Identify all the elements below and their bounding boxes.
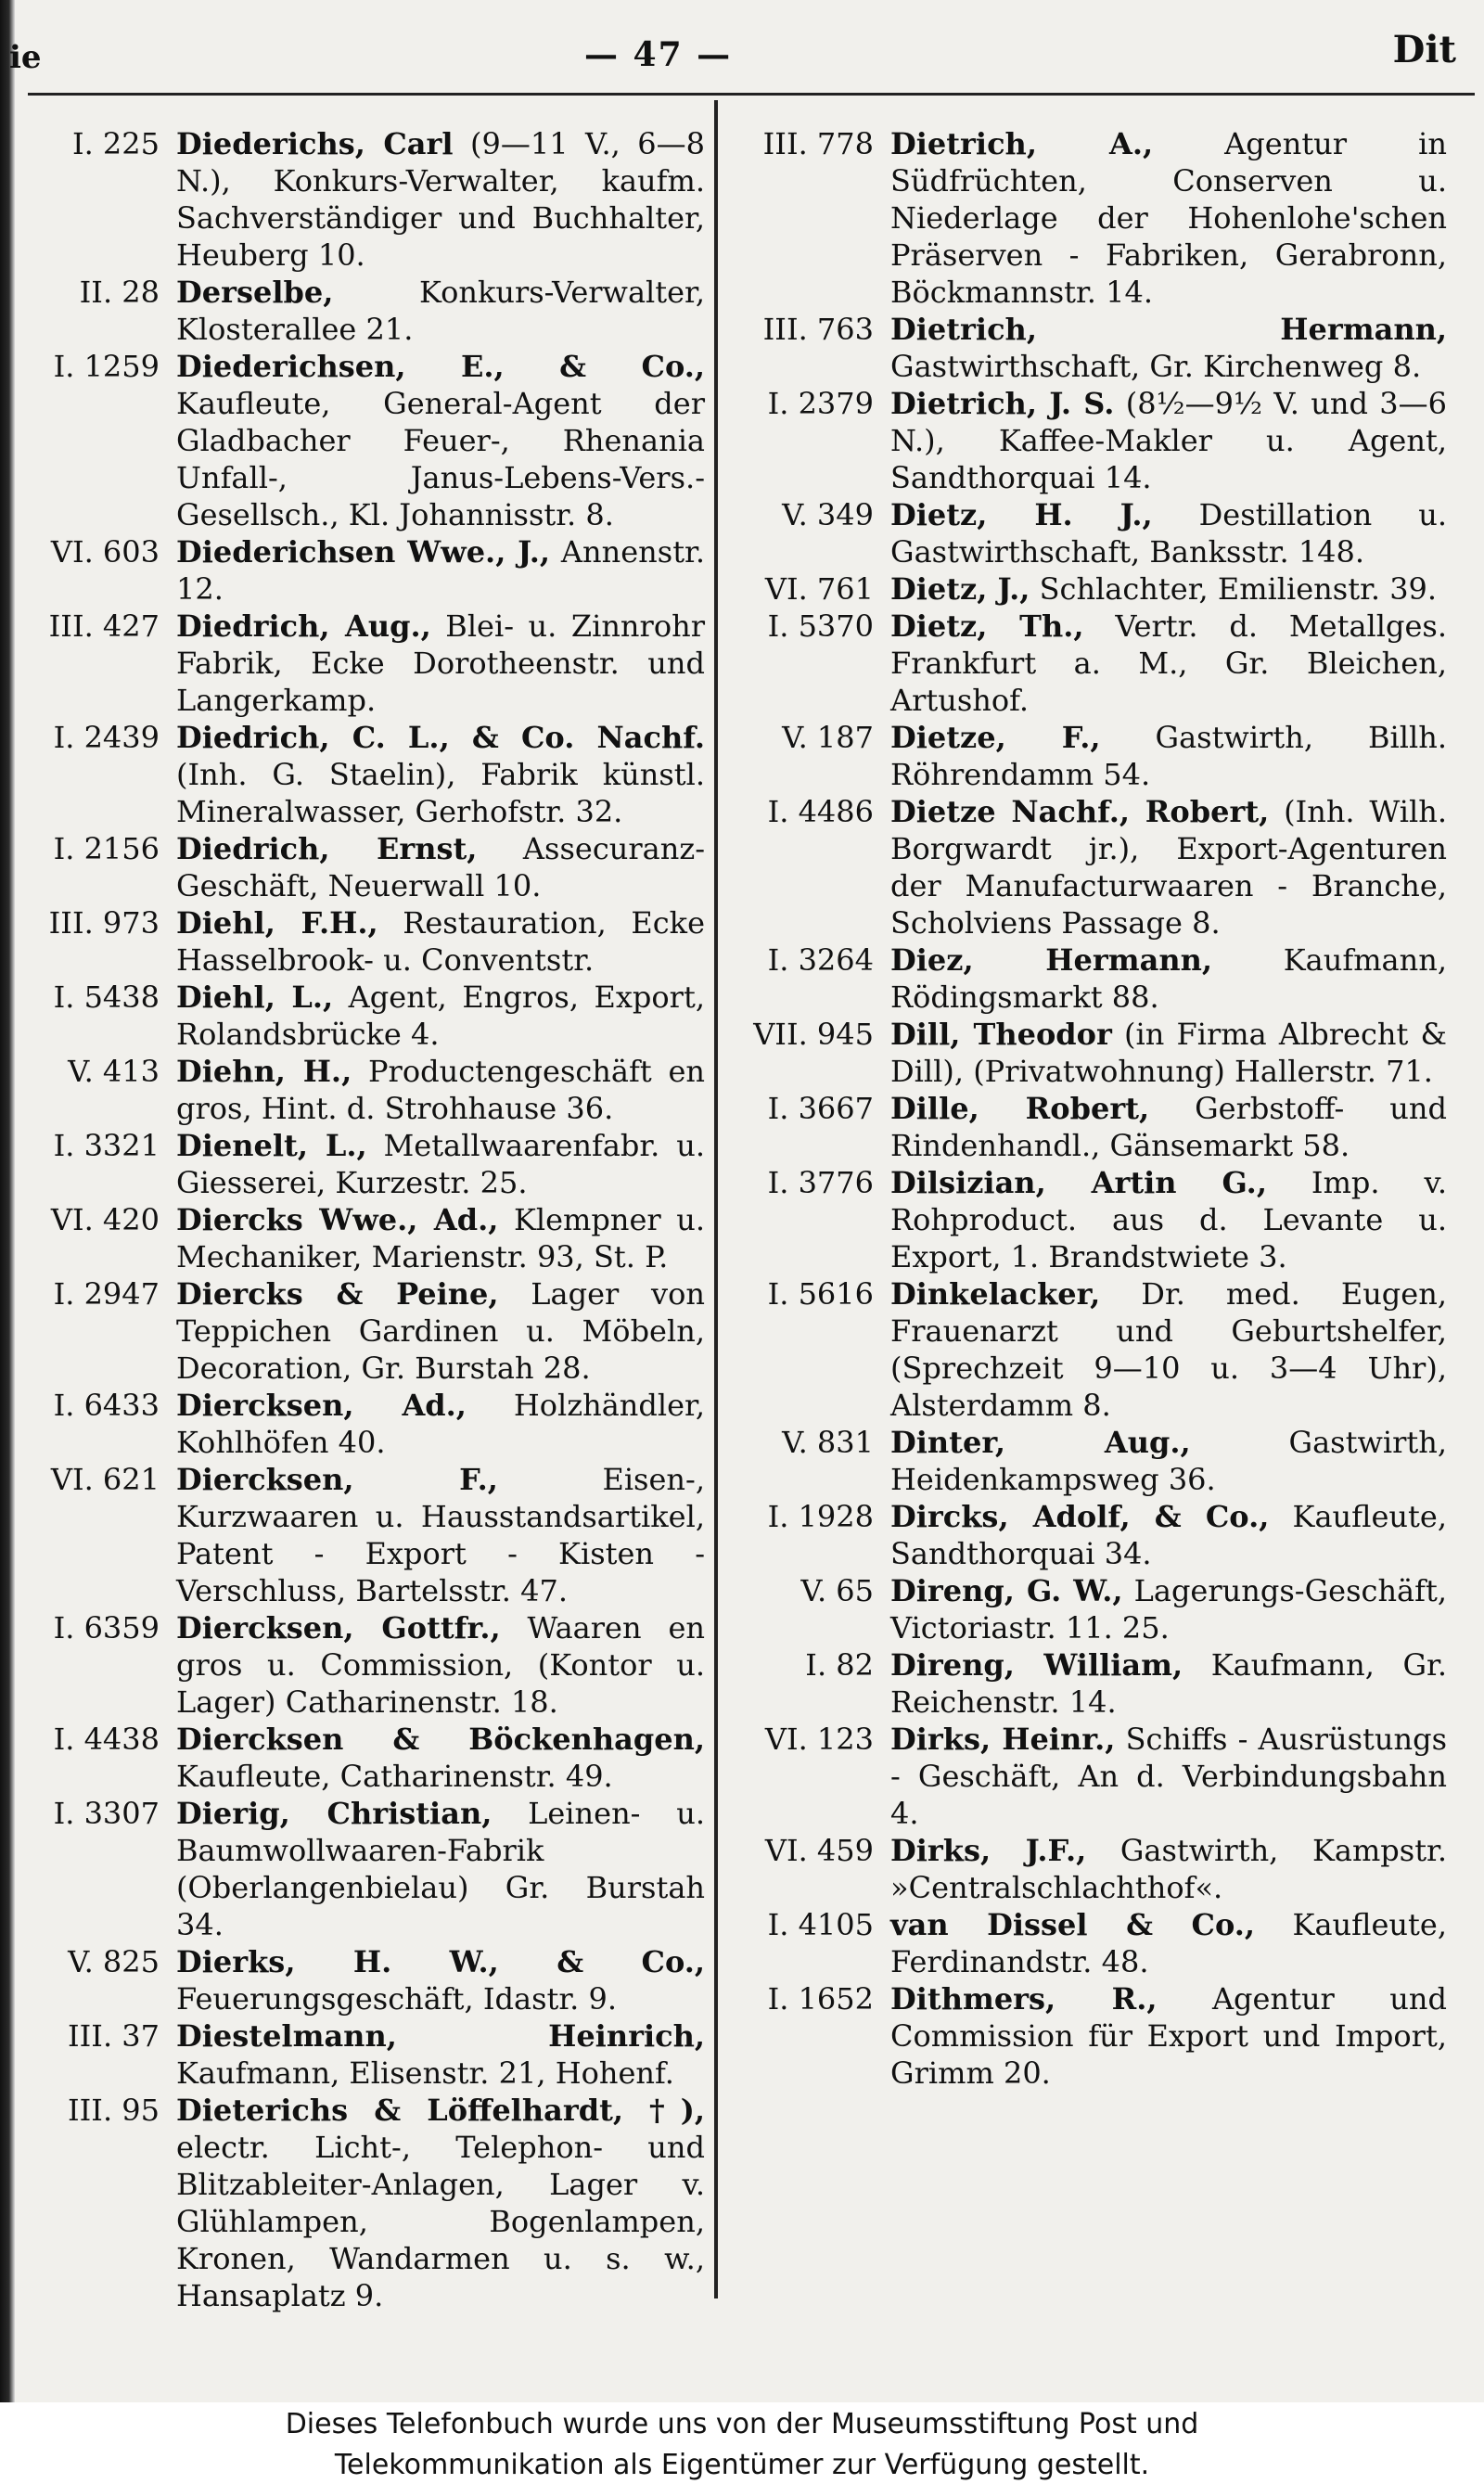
phone-number: I. 3307 [53,1796,160,1831]
phone-number: I. 2379 [767,386,874,421]
directory-entry [19,1943,705,2017]
phone-number: II. 28 [79,275,160,310]
entry-name: Derselbe, [176,275,334,310]
phone-number: I. 3321 [53,1128,160,1163]
entry-body [890,385,1447,496]
entry-name: Dietze Nachf., Robert, [890,794,1270,829]
entry-body [890,1832,1447,1906]
page-edge [0,0,15,2402]
entry-name: Dierig, Christian, [176,1796,493,1831]
entry-name: Dirks, J.F., [890,1833,1087,1868]
entry-name: Diederichsen Wwe., J., [176,534,551,570]
entry-details: Metallwaarenfabr. u. Giesserei, Kurzestr. 25. [176,1128,706,1200]
entry-body [176,1795,705,1943]
page-number: — 47 — [584,35,733,74]
phone-number: VII. 945 [753,1017,874,1052]
entry-details: Kaufleute, Ferdinandstr. 48. [890,1907,1448,1979]
phone-number: III. 778 [762,126,874,161]
entry-details: Vertr. d. Metallges. Frankfurt a. M., Gr. Bleichen, Artushof. [890,608,1447,718]
entry-details: Gerbstoff- und Rindenhandl., Gänsemarkt 58. [890,1091,1448,1163]
phone-number: I. 3264 [767,942,874,978]
entry-body [176,274,705,348]
directory-entry [19,904,705,979]
entry-details: Destillation u. Gastwirthschaft, Banksstr. 148. [890,497,1448,570]
entry-details: Gastwirth, Billh. Röhrendamm 54. [890,720,1447,792]
entry-name: Dietrich, J. S. [890,386,1115,421]
phone-number: III. 763 [762,312,874,347]
phone-number: I. 1928 [767,1499,874,1534]
directory-entry [19,1053,705,1127]
entry-name: Dinkelacker, [890,1276,1101,1312]
entry-name: Dieterichs & Löffelhardt, †), [176,2093,705,2128]
phone-number: VI. 603 [50,534,160,570]
phone-number: I. 1259 [53,349,160,384]
phone-number: VI. 621 [50,1462,160,1497]
phone-number: V. 187 [782,720,874,755]
entry-name: Diercks & Peine, [176,1276,499,1312]
phone-number: I. 225 [71,126,160,161]
directory-entry [19,2017,705,2092]
entry-details: Kaufleute, General-Agent der Gladbacher Feuer-, Rhenania Unfall-, Janus-Lebens-Vers.-Gesellsch., Kl. Johannisstr. 8. [176,386,705,532]
directory-entry [714,1572,1447,1646]
directory-entry [19,1795,705,1943]
entry-name: Dircks, Adolf, & Co., [890,1499,1270,1534]
directory-entry [19,979,705,1053]
directory-entry [714,1090,1447,1164]
entry-body [890,1164,1447,1275]
directory-entry [714,311,1447,385]
directory-entry [714,941,1447,1016]
entry-name: Diercksen, Gottfr., [176,1610,501,1645]
phone-number: I. 82 [805,1647,874,1683]
entry-body [890,1424,1447,1498]
entry-details: Assecuranz-Geschäft, Neuerwall 10. [176,831,706,903]
entry-details: Feuerungsgeschäft, Idastr. 9. [176,1981,617,2017]
entry-body [176,1053,705,1127]
phone-number: V. 413 [68,1054,160,1089]
entry-body [890,608,1447,719]
entry-name: Diercksen & Böckenhagen, [176,1722,705,1757]
phone-number: I. 5438 [53,980,160,1015]
entry-details: electr. Licht-, Telephon- und Blitzableiter-Anlagen, Lager v. Glühlampen, Bogenlampen, Kronen, Wandarmen u. s. w., Hansaplatz 9. [176,2130,705,2313]
phone-number: I. 4105 [767,1907,874,1942]
entry-body [890,311,1447,385]
entry-body [890,793,1447,941]
entry-name: Diehn, H., [176,1054,352,1089]
footer-note [0,2402,1484,2482]
entry-name: Diehl, F.H., [176,905,378,941]
entry-body [176,2092,705,2314]
entry-details: Productengeschäft en gros, Hint. d. Strohhause 36. [176,1054,706,1126]
entry-details: Kaufmann, Gr. Reichenstr. 14. [890,1647,1448,1720]
entry-name: Diehl, L., [176,980,334,1015]
entry-details: Eisen-, Kurzwaaren u. Hausstandsartikel, Patent - Export - Kisten - Verschluss, Bartelsstr. 47. [176,1462,706,1608]
directory-entry [714,1832,1447,1906]
entry-name: Diercks Wwe., Ad., [176,1202,499,1237]
entry-details: Agentur und Commission für Export und Import, Grimm 20. [890,1981,1447,2091]
entry-details: Holzhändler, Kohlhöfen 40. [176,1388,705,1460]
entry-body [890,1572,1447,1646]
directory-entry [714,719,1447,793]
entry-body [890,1721,1447,1832]
entry-details: Restauration, Ecke Hasselbrook- u. Conventstr. [176,905,705,978]
entry-body [890,1498,1447,1572]
directory-entry [19,1387,705,1461]
entry-body [176,1461,705,1609]
phone-number: V. 65 [800,1573,874,1608]
entry-details: Kaufleute, Catharinenstr. 49. [176,1759,613,1794]
directory-entry [19,1609,705,1721]
entry-body [176,1721,705,1795]
entry-details: Kaufleute, Sandthorquai 34. [890,1499,1448,1571]
entry-name: Dietze, F., [890,720,1101,755]
phone-number: I. 3776 [767,1165,874,1200]
entry-name: Dietrich, A., [890,126,1154,161]
header-rule [28,93,1475,96]
entry-body [176,2017,705,2092]
directory-entry [19,348,705,533]
directory-entry [19,274,705,348]
entry-details: Lagerungs-Geschäft, Victoriastr. 11. 25. [890,1573,1448,1645]
entry-details: Gastwirth, Kampstr. »Centralschlachthof«. [890,1833,1447,1905]
entry-name: Dierks, H. W., & Co., [176,1944,705,1979]
directory-entry [714,125,1447,311]
entry-details: Waaren en gros u. Commission, (Kontor u. Lager) Catharinenstr. 18. [176,1610,706,1720]
phone-number: I. 5370 [767,608,874,644]
entry-body [176,904,705,979]
phone-number: V. 825 [68,1944,160,1979]
entry-body [176,979,705,1053]
phone-number: I. 6359 [53,1610,160,1645]
entry-body [890,125,1447,311]
phone-number: I. 2947 [53,1276,160,1312]
right-column [714,125,1447,2092]
entry-details: (Inh. G. Staelin), Fabrik künstl. Mineralwasser, Gerhofstr. 32. [176,757,705,829]
entry-body [176,1275,705,1387]
entry-name: Diez, Hermann, [890,942,1213,978]
entry-body [176,719,705,830]
entry-name: Diestelmann, Heinrich, [176,2018,705,2054]
entry-details: Kaufmann, Elisenstr. 21, Hohenf. [176,2055,674,2091]
footer-line-1: Dieses Telefonbuch wurde uns von der Museumsstiftung Post und [285,2408,1199,2440]
left-column [19,125,705,2314]
directory-entry [19,125,705,274]
phone-number: VI. 761 [764,571,874,607]
entry-details: Klempner u. Mechaniker, Marienstr. 93, St. P. [176,1202,705,1274]
entry-name: Dill, Theodor [890,1017,1112,1052]
entry-details: (Inh. Wilh. Borgwardt jr.), Export-Agenturen der Manufacturwaaren - Branche, Scholviens Passage 8. [890,794,1448,941]
directory-entry [714,1016,1447,1090]
entry-name: Dithmers, R., [890,1981,1158,2017]
header-catchword: Dit [1392,28,1456,71]
entry-name: Diederichsen, E., & Co., [176,349,705,384]
entry-details: Konkurs-Verwalter, Klosterallee 21. [176,275,705,347]
directory-entry [19,533,705,608]
entry-name: Dietz, H. J., [890,497,1153,532]
entry-body [176,1609,705,1721]
entry-body [890,941,1447,1016]
phone-number: V. 349 [782,497,874,532]
header-left-fragment: ie [9,39,42,76]
directory-entry [714,1275,1447,1424]
entry-body [890,1980,1447,2092]
phone-number: VI. 123 [764,1722,874,1757]
footer-line-2: Telekommunikation als Eigentümer zur Verfügung gestellt. [334,2449,1150,2481]
phone-number: I. 4486 [767,794,874,829]
directory-entry [714,1164,1447,1275]
entry-name: Dilsizian, Artin G., [890,1165,1267,1200]
entry-name: Diercksen, Ad., [176,1388,467,1423]
directory-entry [714,385,1447,496]
entry-name: Diedrich, Aug., [176,608,431,644]
directory-entry [714,1498,1447,1572]
entry-name: Direng, G. W., [890,1573,1123,1608]
entry-details: Kaufmann, Rödingsmarkt 88. [890,942,1448,1015]
directory-entry [19,719,705,830]
entry-details: Imp. v. Rohproduct. aus d. Levante u. Export, 1. Brandstwiete 3. [890,1165,1447,1274]
phone-number: VI. 459 [764,1833,874,1868]
entry-body [176,1943,705,2017]
phone-number: III. 973 [48,905,160,941]
entry-details: Agentur in Südfrüchten, Conserven u. Niederlage der Hohenlohe'schen Präserven - Fabriken, Gerabronn, Böckmannstr. 14. [890,126,1448,310]
entry-name: Dietrich, Hermann, [890,312,1447,347]
phone-number: III. 37 [68,2018,160,2054]
entry-body [890,1646,1447,1721]
entry-name: Dietz, Th., [890,608,1084,644]
directory-entry [714,1721,1447,1832]
entry-body [890,719,1447,793]
phone-number: I. 3667 [767,1091,874,1126]
page-header [0,19,1484,93]
entry-body [176,533,705,608]
entry-body [176,1201,705,1275]
directory-entry [714,496,1447,570]
directory-entry [714,570,1447,608]
phone-number: I. 6433 [53,1388,160,1423]
entry-name: Diedrich, Ernst, [176,831,478,866]
phone-number: I. 5616 [767,1276,874,1312]
directory-entry [714,793,1447,941]
entry-name: Diercksen, F., [176,1462,498,1497]
directory-entry [714,1424,1447,1498]
phone-number: I. 2156 [53,831,160,866]
entry-body [890,570,1447,608]
entry-body [890,1906,1447,1980]
phone-number: III. 427 [48,608,160,644]
entry-name: Dienelt, L., [176,1128,367,1163]
phone-number: I. 4438 [53,1722,160,1757]
entry-body [176,608,705,719]
directory-entry [714,1980,1447,2092]
entry-details: Gastwirthschaft, Gr. Kirchenweg 8. [890,349,1422,384]
entry-name: van Dissel & Co., [890,1907,1256,1942]
entry-details: Dr. med. Eugen, Frauenarzt und Geburtshelfer, (Sprechzeit 9—10 u. 3—4 Uhr), Alsterdamm 8. [890,1276,1447,1423]
directory-entry [19,608,705,719]
directory-entry [19,1127,705,1201]
phone-number: V. 831 [782,1425,874,1460]
entry-body [176,125,705,274]
entry-details: Annenstr. 12. [176,534,705,607]
directory-entry [714,1646,1447,1721]
phone-number: I. 1652 [767,1981,874,2017]
directory-entry [714,608,1447,719]
entry-details: Blei- u. Zinnrohr Fabrik, Ecke Dorotheenstr. und Langerkamp. [176,608,705,718]
directory-entry [19,1721,705,1795]
entry-name: Direng, William, [890,1647,1183,1683]
entry-details: Agent, Engros, Export, Rolandsbrücke 4. [176,980,706,1052]
entry-details: (9—11 V., 6—8 N.), Konkurs-Verwalter, kaufm. Sachverständiger und Buchhalter, Heuberg 10. [176,126,705,273]
phone-number: I. 2439 [53,720,160,755]
entry-body [890,1016,1447,1090]
entry-details: (8½—9½ V. und 3—6 N.), Kaffee-Makler u. Agent, Sandthorquai 14. [890,386,1448,495]
entry-body [890,1090,1447,1164]
directory-entry [19,2092,705,2314]
entry-name: Dietz, J., [890,571,1030,607]
entry-body [176,1127,705,1201]
entry-name: Dinter, Aug., [890,1425,1191,1460]
entry-body [890,496,1447,570]
entry-body [890,1275,1447,1424]
directory-entry [19,830,705,904]
entry-details: Lager von Teppichen Gardinen u. Möbeln, Decoration, Gr. Burstah 28. [176,1276,706,1386]
entry-details: Leinen- u. Baumwollwaaren-Fabrik (Oberlangenbielau) Gr. Burstah 34. [176,1796,706,1942]
entry-body [176,348,705,533]
entry-body [176,830,705,904]
entry-details: Schlachter, Emilienstr. 39. [1030,571,1438,607]
entry-body [176,1387,705,1461]
directory-entry [19,1461,705,1609]
phone-number: III. 95 [68,2093,160,2128]
entry-name: Dirks, Heinr., [890,1722,1116,1757]
entry-details: (in Firma Albrecht & Dill), (Privatwohnung) Hallerstr. 71. [890,1017,1448,1089]
entry-details: Schiffs - Ausrüstungs - Geschäft, An d. Verbindungsbahn 4. [890,1722,1448,1831]
directory-entry [714,1906,1447,1980]
directory-entry [19,1275,705,1387]
entry-name: Diederichs, Carl [176,126,454,161]
entry-name: Diedrich, C. L., & Co. Nachf. [176,720,705,755]
directory-entry [19,1201,705,1275]
entry-name: Dille, Robert, [890,1091,1150,1126]
entry-details: Gastwirth, Heidenkampsweg 36. [890,1425,1447,1497]
phone-number: VI. 420 [50,1202,160,1237]
